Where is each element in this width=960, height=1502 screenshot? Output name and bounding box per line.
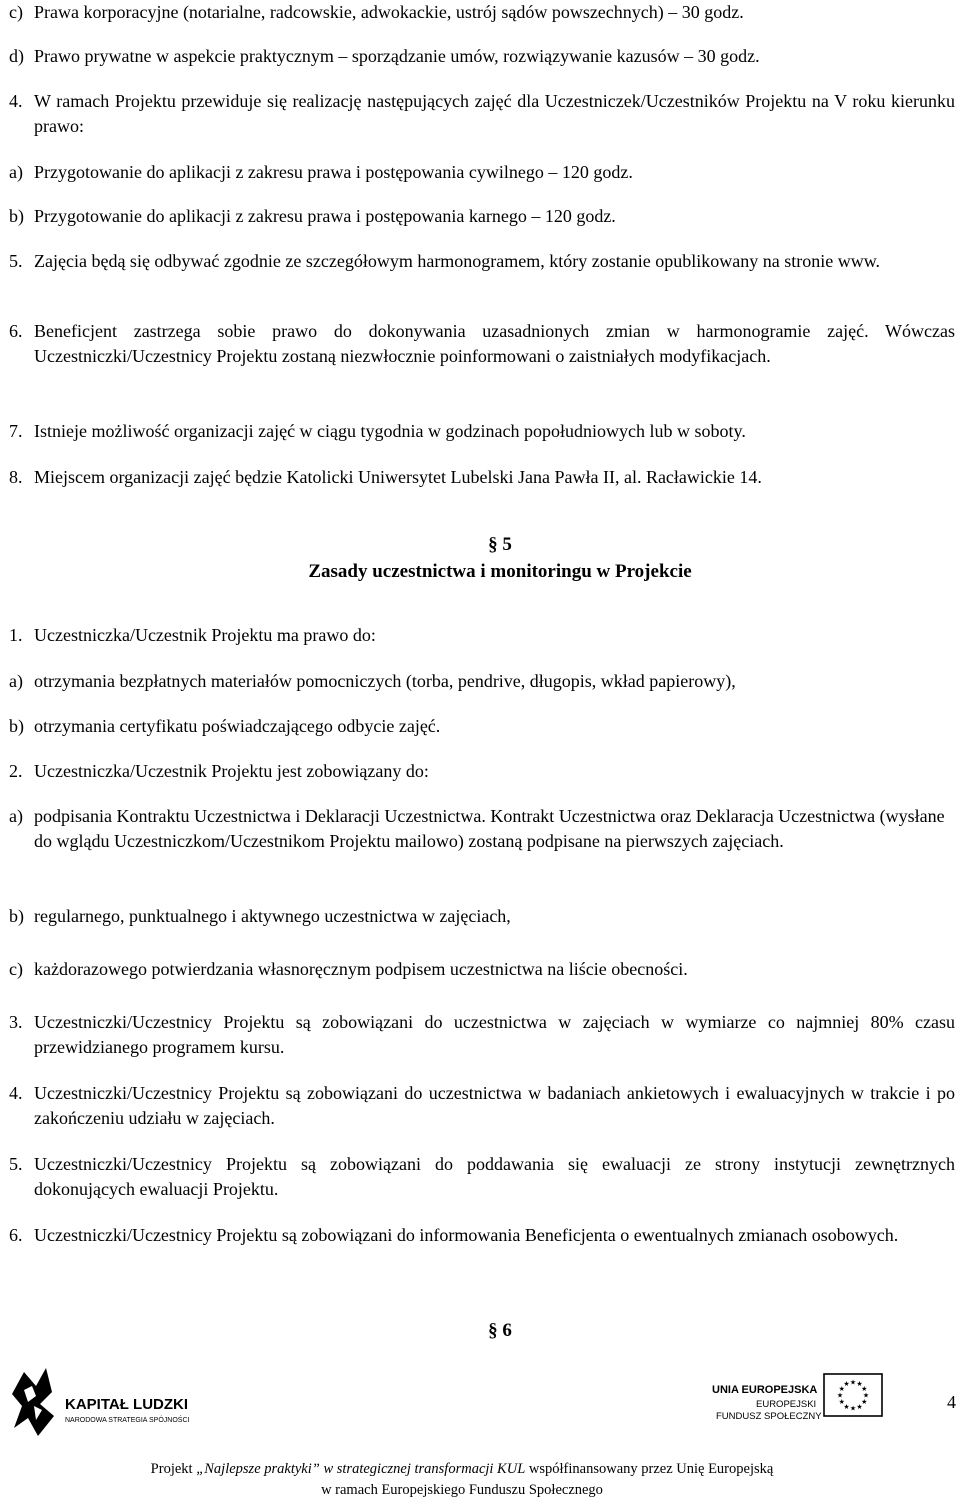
section5-item-3 bbox=[9, 1010, 955, 1060]
item-text: Uczestniczki/Uczestnicy Projektu są zobowiązani do informowania Beneficjenta o ewentualnych zmianach osobowych. bbox=[34, 1225, 899, 1245]
item-text: Istnieje możliwość organizacji zajęć w ciągu tygodnia w godzinach popołudniowych lub w soboty. bbox=[34, 421, 746, 441]
kapital-ludzki-subtitle: NARODOWA STRATEGIA SPÓJNOŚCI bbox=[65, 1417, 190, 1424]
item-label: 1. bbox=[9, 625, 23, 645]
item-label: b) bbox=[9, 206, 24, 226]
section5-item-4 bbox=[9, 1081, 955, 1131]
eu-star-icon: ★ bbox=[838, 1385, 845, 1393]
eu-star-icon: ★ bbox=[849, 1378, 857, 1387]
section-6-number: § 6 bbox=[488, 1320, 512, 1341]
item-c bbox=[9, 0, 955, 25]
kapital-ludzki-title: KAPITAŁ LUDZKI bbox=[65, 1396, 189, 1413]
item-text: Uczestniczki/Uczestnicy Projektu są zobowiązani do uczestnictwa w zajęciach w wymiarze co najmniej 80% czasu przewidzianego programem kursu. bbox=[34, 1012, 955, 1057]
section5-item-2c bbox=[9, 957, 955, 982]
eu-flag-icon bbox=[712, 1372, 902, 1434]
footer-line-1: Projekt „Najlepsze praktyki” w strategicznej transformacji KUL współfinansowany przez Unię Europejską bbox=[150, 1461, 774, 1477]
section5-item-2b bbox=[9, 904, 955, 929]
eu-star-icon: ★ bbox=[836, 1391, 844, 1400]
eu-star-icon: ★ bbox=[856, 1402, 863, 1411]
item-d bbox=[9, 44, 955, 69]
item-4 bbox=[9, 89, 955, 139]
item-label: 7. bbox=[9, 421, 23, 441]
item-label: d) bbox=[9, 46, 24, 66]
section5-item-2 bbox=[9, 759, 955, 784]
section-5-number: § 5 bbox=[488, 534, 512, 555]
item-label: 6. bbox=[9, 321, 23, 341]
item-label: a) bbox=[9, 806, 23, 826]
item-label: 2. bbox=[9, 761, 23, 781]
item-label: c) bbox=[9, 2, 23, 22]
item-text: podpisania Kontraktu Uczestnictwa i Deklaracji Uczestnictwa. Kontrakt Uczestnictwa oraz Deklaracja Uczestnictwa (wysłane do wglądu Uczestniczkom/Uczestnikom Projektu mailowo) zostaną podpisane na pierwszych zajęciach. bbox=[34, 806, 945, 851]
eu-star-icon: ★ bbox=[843, 1402, 850, 1411]
item-text: regularnego, punktualnego i aktywnego uczestnictwa w zajęciach, bbox=[34, 906, 511, 926]
item-8 bbox=[9, 465, 955, 490]
page-number: 4 bbox=[947, 1392, 956, 1412]
item-label: b) bbox=[9, 716, 24, 736]
item-text: Beneficjent zastrzega sobie prawo do dokonywania uzasadnionych zmian w harmonogramie zajęć. Wówczas Uczestniczki/Uczestnicy Projektu zostaną niezwłocznie poinformowani o zaistniałych modyfikacjach. bbox=[34, 321, 955, 366]
eu-star-icon: ★ bbox=[849, 1404, 857, 1413]
eu-star-icon: ★ bbox=[856, 1380, 863, 1389]
item-label: 5. bbox=[9, 251, 23, 271]
item-text: Miejscem organizacji zajęć będzie Katolicki Uniwersytet Lubelski Jana Pawła II, al. Racławickie 14. bbox=[34, 467, 762, 487]
footer-line-2: w ramach Europejskiego Funduszu Społecznego bbox=[321, 1482, 603, 1498]
eu-star-icon: ★ bbox=[861, 1385, 868, 1393]
item-label: 3. bbox=[9, 1012, 23, 1032]
item-text: Uczestniczka/Uczestnik Projektu ma prawo do: bbox=[34, 625, 376, 645]
section5-item-2a bbox=[9, 804, 955, 854]
item-text: każdorazowego potwierdzania własnoręcznym podpisem uczestnictwa na liście obecności. bbox=[34, 959, 688, 979]
item-text: Uczestniczka/Uczestnik Projektu jest zobowiązany do: bbox=[34, 761, 429, 781]
item-text: Prawo prywatne w aspekcie praktycznym – sporządzanie umów, rozwiązywanie kazusów – 30 godz. bbox=[34, 46, 760, 66]
eu-star-icon: ★ bbox=[838, 1398, 845, 1406]
section-5-title: Zasady uczestnictwa i monitoringu w Projekcie bbox=[308, 561, 692, 582]
item-5 bbox=[9, 249, 955, 274]
kapital-ludzki-emblem-icon bbox=[10, 1366, 200, 1438]
item-label: b) bbox=[9, 906, 24, 926]
item-4a bbox=[9, 160, 955, 185]
item-label: 6. bbox=[9, 1225, 23, 1245]
item-text: Przygotowanie do aplikacji z zakresu prawa i postępowania cywilnego – 120 godz. bbox=[34, 162, 633, 182]
section5-item-5 bbox=[9, 1152, 955, 1202]
kapital-ludzki-logo bbox=[10, 1366, 200, 1438]
item-label: a) bbox=[9, 162, 23, 182]
item-text: Prawa korporacyjne (notarialne, radcowskie, adwokackie, ustrój sądów powszechnych) – 30 godz. bbox=[34, 2, 744, 22]
eu-logo-line3: FUNDUSZ SPOŁECZNY bbox=[716, 1411, 822, 1422]
section5-item-1b bbox=[9, 714, 955, 739]
item-text: Zajęcia będą się odbywać zgodnie ze szczegółowym harmonogramem, który zostanie opublikowany na stronie www. bbox=[34, 251, 881, 271]
item-label: 5. bbox=[9, 1154, 23, 1174]
eu-efs-logo bbox=[712, 1372, 902, 1434]
item-text: W ramach Projektu przewiduje się realizację następujących zajęć dla Uczestniczek/Uczestników Projektu na V roku kierunku prawo: bbox=[34, 91, 955, 136]
section5-item-6 bbox=[9, 1223, 955, 1248]
item-label: 8. bbox=[9, 467, 23, 487]
item-7 bbox=[9, 419, 955, 444]
item-6 bbox=[9, 319, 955, 369]
eu-star-icon: ★ bbox=[843, 1380, 850, 1389]
item-label: a) bbox=[9, 671, 23, 691]
eu-logo-line2: EUROPEJSKI bbox=[756, 1399, 817, 1410]
item-4b bbox=[9, 204, 955, 229]
eu-star-icon: ★ bbox=[862, 1391, 870, 1400]
item-label: 4. bbox=[9, 1083, 23, 1103]
item-text: otrzymania certyfikatu poświadczającego odbycie zajęć. bbox=[34, 716, 441, 736]
item-label: 4. bbox=[9, 91, 23, 111]
eu-star-icon: ★ bbox=[861, 1398, 868, 1406]
eu-logo-line1: UNIA EUROPEJSKA bbox=[712, 1384, 818, 1396]
item-text: Przygotowanie do aplikacji z zakresu prawa i postępowania karnego – 120 godz. bbox=[34, 206, 616, 226]
section5-item-1 bbox=[9, 623, 955, 648]
item-label: c) bbox=[9, 959, 23, 979]
item-text: otrzymania bezpłatnych materiałów pomocniczych (torba, pendrive, długopis, wkład papierowy), bbox=[34, 671, 736, 691]
footer-project-name: „Najlepsze praktyki” w strategicznej transformacji KUL bbox=[196, 1461, 526, 1477]
section5-item-1a bbox=[9, 669, 955, 694]
item-text: Uczestniczki/Uczestnicy Projektu są zobowiązani do poddawania się ewaluacji ze strony instytucji zewnętrznych dokonujących ewaluacji Projektu. bbox=[34, 1154, 955, 1199]
item-text: Uczestniczki/Uczestnicy Projektu są zobowiązani do uczestnictwa w badaniach ankietowych i ewaluacyjnych w trakcie i po zakończeniu udziału w zajęciach. bbox=[34, 1083, 955, 1128]
